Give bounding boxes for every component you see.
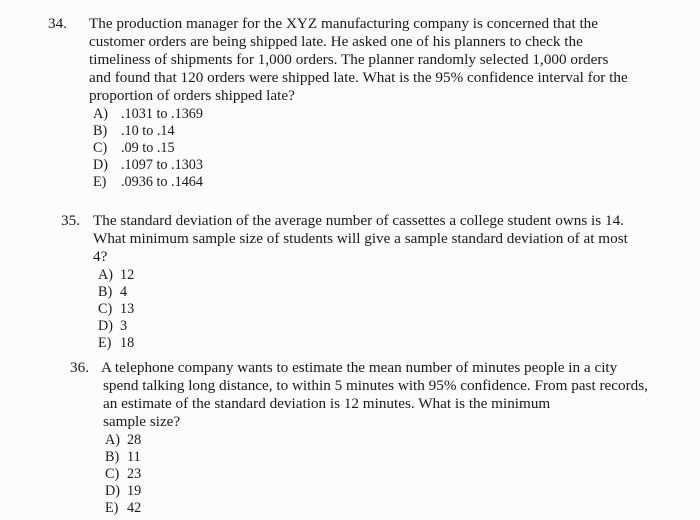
answer-option-b	[98, 284, 628, 301]
question-34	[48, 15, 628, 191]
option-letter: B)	[93, 123, 108, 139]
option-letter: B)	[98, 284, 113, 300]
answer-options	[98, 267, 628, 352]
answer-option-a	[93, 106, 628, 123]
question-text	[93, 212, 628, 266]
question-line: sample size?	[103, 413, 181, 430]
option-text: .1031 to .1369	[121, 106, 203, 122]
answer-option-d	[105, 483, 648, 500]
option-letter: B)	[105, 449, 120, 465]
answer-options	[105, 432, 648, 517]
question-36	[70, 359, 648, 517]
option-text: 23	[127, 466, 142, 482]
answer-option-e	[98, 335, 628, 352]
question-line: The standard deviation of the average number of cassettes a college student owns is 14.	[93, 212, 624, 229]
option-text: .10 to .14	[121, 123, 175, 139]
option-text: 12	[120, 267, 135, 283]
answer-option-a	[98, 267, 628, 284]
option-letter: C)	[105, 466, 120, 482]
option-text: 11	[127, 449, 141, 465]
option-letter: D)	[93, 157, 108, 173]
answer-option-e	[105, 500, 648, 517]
option-letter: A)	[98, 267, 113, 283]
option-text: .09 to .15	[121, 140, 175, 156]
option-letter: A)	[105, 432, 120, 448]
option-text: .1097 to .1303	[121, 157, 203, 173]
option-letter: C)	[93, 140, 108, 156]
option-text: 4	[120, 284, 128, 300]
answer-option-c	[98, 301, 628, 318]
option-letter: E)	[98, 335, 112, 351]
option-text: .0936 to .1464	[121, 174, 203, 190]
answer-option-c	[93, 140, 628, 157]
option-text: 13	[120, 301, 135, 317]
option-letter: E)	[105, 500, 119, 516]
question-number: 36.	[70, 359, 89, 376]
answer-option-a	[105, 432, 648, 449]
question-text	[89, 15, 628, 105]
question-number: 35.	[61, 212, 80, 229]
question-line: an estimate of the standard deviation is 12 minutes. What is the minimum	[103, 395, 551, 412]
question-line: and found that 120 orders were shipped late. What is the 95% confidence interval for the	[89, 69, 628, 86]
question-line: proportion of orders shipped late?	[89, 87, 295, 104]
option-letter: C)	[98, 301, 113, 317]
question-line: timeliness of shipments for 1,000 orders. The planner randomly selected 1,000 orders	[89, 51, 609, 68]
question-number: 34.	[48, 15, 67, 32]
answer-option-b	[93, 123, 628, 140]
option-text: 42	[127, 500, 142, 516]
answer-option-c	[105, 466, 648, 483]
option-text: 19	[127, 483, 142, 499]
question-line: spend talking long distance, to within 5 minutes with 95% confidence. From past records,	[103, 377, 648, 394]
question-line: What minimum sample size of students will give a sample standard deviation of at most	[93, 230, 628, 247]
answer-options	[93, 106, 628, 191]
answer-option-b	[105, 449, 648, 466]
question-line: customer orders are being shipped late. He asked one of his planners to check the	[89, 33, 583, 50]
question-text	[101, 359, 648, 431]
option-text: 18	[120, 335, 135, 351]
question-35	[61, 212, 628, 352]
question-line: 4?	[93, 248, 108, 265]
option-letter: D)	[98, 318, 113, 334]
option-letter: E)	[93, 174, 107, 190]
option-text: 3	[120, 318, 128, 334]
option-letter: A)	[93, 106, 108, 122]
question-line: A telephone company wants to estimate the mean number of minutes people in a city	[101, 359, 618, 376]
answer-option-d	[98, 318, 628, 335]
option-letter: D)	[105, 483, 120, 499]
question-line: The production manager for the XYZ manufacturing company is concerned that the	[89, 15, 599, 32]
answer-option-e	[93, 174, 628, 191]
answer-option-d	[93, 157, 628, 174]
option-text: 28	[127, 432, 142, 448]
